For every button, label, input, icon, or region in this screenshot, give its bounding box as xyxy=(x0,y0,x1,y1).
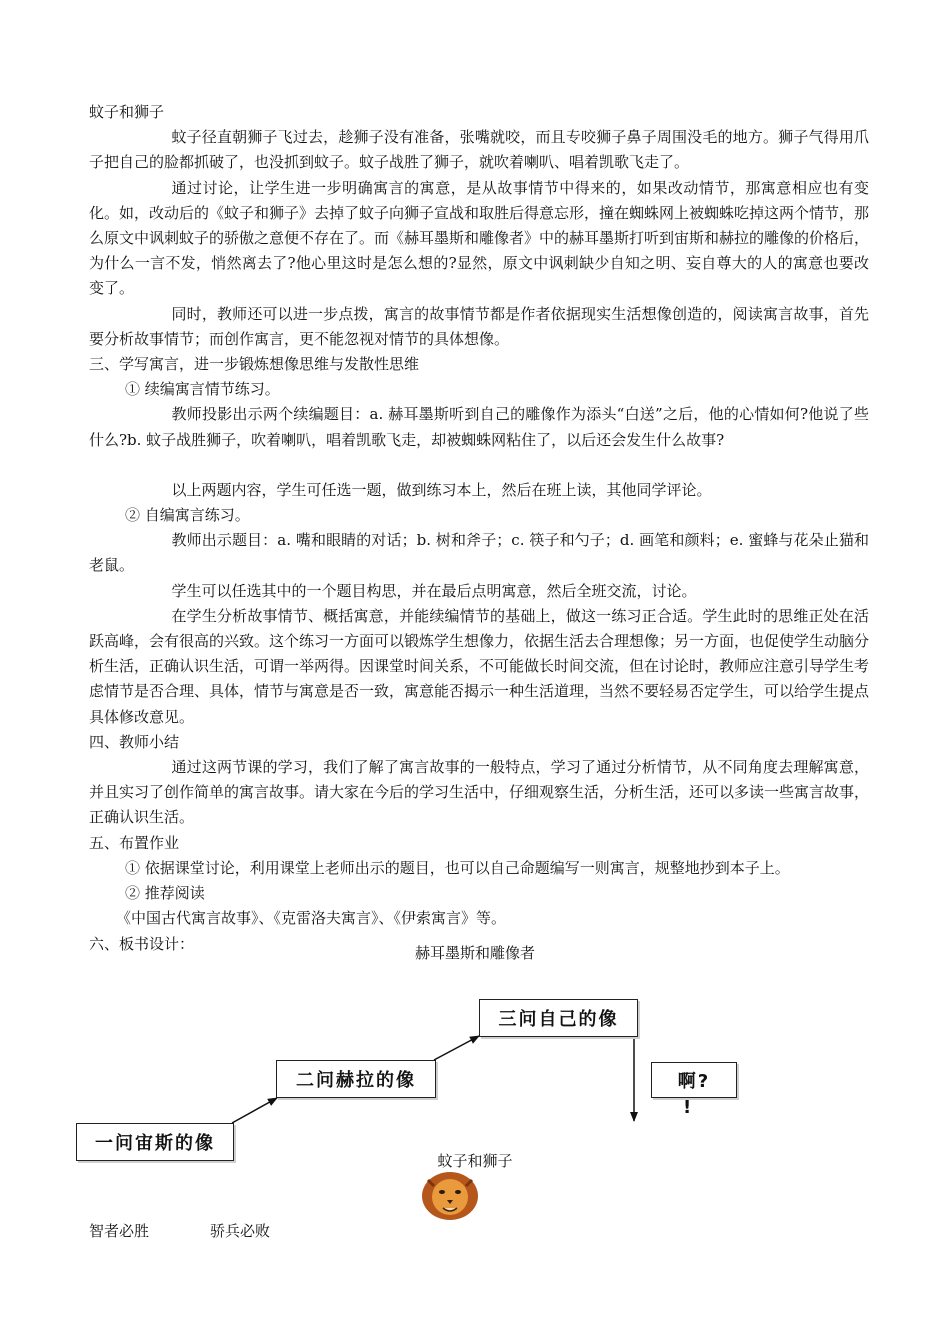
paragraph: 以上两题内容，学生可任选一题，做到练习本上，然后在班上读，其他同学评论。 xyxy=(171,480,712,499)
board-step-3: 三问自己的像 xyxy=(479,999,638,1037)
sub-item: ① 依据课堂讨论，利用课堂上老师出示的题目，也可以自己命题编写一则寓言，规整地抄到本子上。 xyxy=(125,858,790,877)
sub-item: ② 推荐阅读 xyxy=(125,884,205,903)
motto-left: 智者必胜 xyxy=(89,1222,150,1240)
board-exclaim: ! xyxy=(683,1097,692,1118)
arrow-step2-to-step3 xyxy=(434,1036,479,1060)
motto-right: 骄兵必败 xyxy=(210,1222,271,1240)
paragraph: 学生可以任选其中的一个题目构思，并在最后点明寓意，然后全班交流，讨论。 xyxy=(171,581,697,600)
section-heading: 四、教师小结 xyxy=(89,732,180,751)
paragraph: 教师投影出示两个续编题目：a. 赫耳墨斯听到自己的雕像作为添头“白送”之后，他的心情如何?他说了些什么?b. 蚊子战胜狮子，吹着喇叭，唱着凯歌飞走，却被蜘蛛网粘住了，以后还会发生什么故事? xyxy=(89,405,869,449)
section-heading: 六、板书设计： xyxy=(89,934,195,953)
board-title: 赫耳墨斯和雕像者 xyxy=(414,944,535,962)
paragraph: 同时，教师还可以进一步点拨，寓言的故事情节都是作者依据现实生活想像创造的，阅读寓言故事，首先要分析故事情节；而创作寓言，更不能忽视对情节的具体想像。 xyxy=(89,304,869,348)
board-subtitle: 蚊子和狮子 xyxy=(437,1152,513,1170)
story-heading: 蚊子和狮子 xyxy=(89,103,165,121)
sub-item: ① 续编寓言情节练习。 xyxy=(125,380,280,399)
paragraph: 通过这两节课的学习，我们了解了寓言故事的一般特点，学习了通过分析情节，从不同角度去理解寓意，并且实习了创作简单的寓言故事。请大家在今后的学习生活中，仔细观察生活，分析生活，还可以多读一些寓言故事，正确认识生活。 xyxy=(89,758,870,827)
paragraph: 通过讨论，让学生进一步明确寓言的寓意，是从故事情节中得来的，如果改动情节，那寓意相应也有变化。如，改动后的《蚊子和狮子》去掉了蚊子向狮子宣战和取胜后得意忘形，撞在蜘蛛网上被蜘蛛吃掉这两个情节，那么原文中讽刺蚊子的骄傲之意便不存在了。而《赫耳墨斯和雕像者》中的赫耳墨斯打听到宙斯和赫拉的雕像的价格后，为什么一言不发，悄然离去了?他心里这时是怎么想的?显然，原文中讽刺缺少自知之明、妄自尊大的人的寓意也要改变了。 xyxy=(89,178,870,298)
arrow-step1-to-step2 xyxy=(232,1098,277,1123)
paragraph: 教师出示题目：a. 嘴和眼睛的对话；b. 树和斧子；c. 筷子和勺子；d. 画笔和颜料；e. 蜜蜂与花朵止猫和老鼠。 xyxy=(89,531,869,575)
reading-list: 《中国古代寓言故事》、《克雷洛夫寓言》、《伊索寓言》等。 xyxy=(116,909,507,928)
board-result: 啊? xyxy=(651,1062,737,1098)
sub-item: ② 自编寓言练习。 xyxy=(125,506,250,525)
board-step-1: 一问宙斯的像 xyxy=(76,1123,234,1161)
lion-face-icon xyxy=(420,1170,480,1226)
paragraph: 蚊子径直朝狮子飞过去，趁狮子没有准备，张嘴就咬，而且专咬狮子鼻子周围没毛的地方。狮子气得用爪子把自己的脸都抓破了，也没抓到蚊子。蚊子战胜了狮子，就吹着喇叭、唱着凯歌飞走了。 xyxy=(89,128,869,172)
board-step-2: 二问赫拉的像 xyxy=(276,1060,436,1098)
section-heading: 五、布置作业 xyxy=(89,833,180,852)
paragraph: 在学生分析故事情节、概括寓意，并能续编情节的基础上，做这一练习正合适。学生此时的思维正处在活跃高峰，会有很高的兴致。这个练习一方面可以锻炼学生想像力，依据生活去合理想像；另一方面，也促使学生动脑分析生活，正确认识生活，可谓一举两得。因课堂时间关系，不可能做长时间交流，但在讨论时，教师应注意引导学生考虑情节是否合理、具体，情节与寓意是否一致，寓意能否揭示一种生活道理，当然不要轻易否定学生，可以给学生提点具体修改意见。 xyxy=(89,606,870,726)
section-heading: 三、学写寓言，进一步锻炼想像思维与发散性思维 xyxy=(89,355,420,374)
